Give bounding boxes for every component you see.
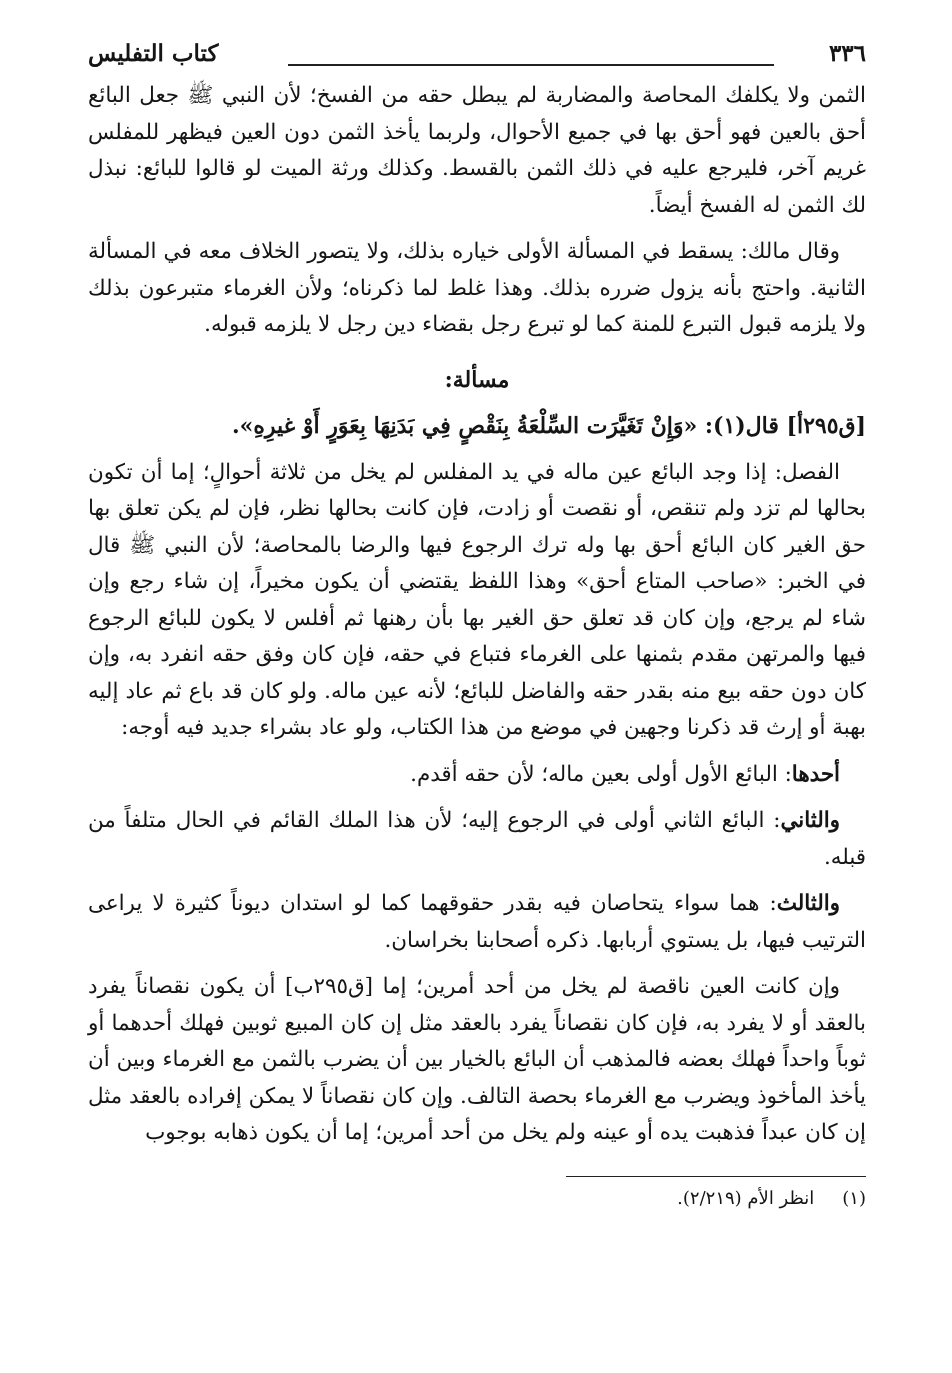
paragraph-4: وإن كانت العين ناقصة لم يخل من أحد أمرين؛ إما [ق٢٩٥ب] أن يكون نقصاناً يفرد بالعقد أو لا يفرد به، فإن كان نقصاناً يفرد بالعقد مثل إن كان المبيع ثوبين فهلك أحدهما أو ثوباً واحداً فهلك بعضه فالمذهب أن البائع بالخيار بين أن يضرب بالثمن مع الغرماء وبين أن يأخذ المأخوذ ويضرب مع الغرماء بحصة التالف. وإن كان نقصاناً لا يمكن إفراده بالعقد مثل إن كان عبداً فذهبت يده أو عينه ولم يخل من أحد أمرين؛ إما أن يكون ذهابه بوجوب [88, 974, 866, 1145]
paragraph-3: الفصل: إذا وجد البائع عين ماله في يد المفلس لم يخل من ثلاثة أحوالٍ؛ إما أن تكون بحالها لم تزد ولم تنقص، أو نقصت أو زادت، فإن كانت بحالها نظر، فإن لم يكن تعلق بها حق الغير كان البائع أحق بها وله ترك الرجوع فيها والرضا بالمحاصة؛ لأن النبي ﷺ قال في الخبر: «صاحب المتاع أحق» وهذا اللفظ يقتضي أن يكون مخيراً، إن شاء رجع وإن شاء لم يرجع، وإن كان قد تعلق حق الغير بها بأن رهنها ثم أفلس لا يكون للبائع الرجوع فيها والمرتهن مقدم بثمنها على الغرماء فتباع في حقه، فإن كان وفق حقه انفرد به، وإن كان دون حقه بيع منه بقدر حقه والفاضل للبائع؛ لأنه عين ماله. ولو كان قد باع ثم عاد إليه بهبة أو إرث قد ذكرنا وجهين في موضع من هذا الكتاب، ولو عاد بشراء جديد فيه أوجه: [88, 459, 866, 740]
option-first-text: : البائع الأول أولى بعين ماله؛ لأن حقه أقدم. [410, 761, 792, 787]
paragraph-2: وقال مالك: يسقط في المسألة الأولى خياره بذلك، ولا يتصور الخلاف معه في المسألة الثانية. واحتج بأنه يزول ضرره بذلك. وهذا غلط لما ذكرناه؛ ولأن الغرماء متبرعون بذلك ولا يلزمه قبول التبرع للمنة كما لو تبرع رجل بقضاء دين رجل لا يلزمه قبوله. [88, 239, 866, 337]
page-header [88, 38, 866, 78]
option-first-label: أحدها [791, 761, 840, 787]
page-number: ٣٣٦ [828, 40, 866, 67]
option-third [88, 886, 866, 959]
option-second-text: : البائع الثاني أولى في الرجوع إليه؛ لأن هذا الملك القائم في الحال متلفاً من قبله. [88, 808, 866, 870]
footnote-text: انظر الأم (٢/٢١٩). [677, 1187, 815, 1209]
header-rule [288, 64, 774, 66]
question-statement: [ق٢٩٥أ] قال(١): «وَإِنْ تَغَيَّرَت السِّلْعَةُ بِنَقْصٍ فِي بَدَنِهَا بِعَوَرٍ أَوْ غيرِهِ». [231, 413, 866, 439]
paragraph-1: الثمن ولا يكلفك المحاصة والمضاربة لم يبطل حقه من الفسخ؛ لأن النبي ﷺ جعل البائع أحق بالعين فهو أحق بها في جميع الأحوال، ولربما يأخذ الثمن دون العين فيظهر للمفلس غريم آخر، فليرجع عليه في ذلك الثمن بالقسط. وكذلك ورثة الميت لو قالوا للبائع: نبذل لك الثمن له الفسخ أيضاً. [88, 83, 866, 218]
document-page [88, 38, 866, 1215]
running-title: كتاب التفليس [88, 40, 219, 67]
option-third-label: والثالث [776, 891, 840, 916]
option-first [88, 757, 866, 794]
option-second-label: والثاني [780, 808, 840, 833]
option-third-text: : هما سواء يتحاصان فيه بقدر حقوقهما كما لو استدان ديوناً كثيرة لا يراعى الترتيب فيها، بل يستوي أربابها. ذكره أصحابنا بخراسان. [88, 891, 866, 953]
footnote-rule [566, 1176, 866, 1177]
footnote-number: (١) [842, 1187, 866, 1209]
footnote [88, 1183, 866, 1215]
option-second [88, 803, 866, 876]
section-heading: مسألة: [444, 366, 510, 393]
